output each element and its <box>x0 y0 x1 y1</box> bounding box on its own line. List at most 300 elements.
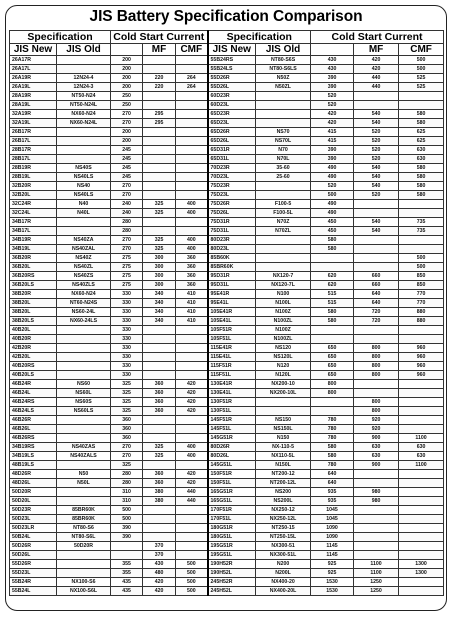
cell-jis-old: NX110-5L <box>256 452 311 461</box>
cell-cmf: 880 <box>399 308 444 317</box>
cell-cmf: 440 <box>176 497 208 506</box>
cell-jis-old: N50Z <box>256 74 311 83</box>
cell-jis-old <box>57 326 111 335</box>
cell-jis-old: F100-5L <box>256 209 311 218</box>
cell-mf: 340 <box>143 299 176 308</box>
cell-mf: 900 <box>354 434 399 443</box>
table-row <box>10 110 444 119</box>
cell-jis-old: F100-5 <box>256 200 311 209</box>
cell-cmf: 630 <box>399 443 444 452</box>
cell-cold-start: 280 <box>111 470 143 479</box>
table-row <box>10 263 444 272</box>
cell-mf: 540 <box>354 110 399 119</box>
cell-cold-start: 780 <box>311 425 354 434</box>
cell-jis-old: NX250-12L <box>256 515 311 524</box>
cell-cold-start: 935 <box>311 497 354 506</box>
cell-cmf: 264 <box>176 74 208 83</box>
cell-jis-new: 32A19L <box>10 119 57 128</box>
cell-jis-old: N100 <box>256 290 311 299</box>
cell-jis-old: NT200-12 <box>256 470 311 479</box>
cell-cmf: 850 <box>399 281 444 290</box>
cell-cmf <box>399 506 444 515</box>
table-row <box>10 452 444 461</box>
cell-jis-old <box>57 569 111 578</box>
cell-cmf: 630 <box>399 146 444 155</box>
cell-jis-old: NS60LS <box>57 407 111 416</box>
cell-jis-new: 32B20R <box>10 182 57 191</box>
cell-jis-old: NS40ZL <box>57 263 111 272</box>
cell-mf: 520 <box>354 155 399 164</box>
table-row <box>10 524 444 533</box>
cell-cold-start <box>311 263 354 272</box>
cell-jis-new: 36B20RS <box>10 272 57 281</box>
cell-mf: 420 <box>143 587 176 596</box>
cell-cold-start: 490 <box>311 164 354 173</box>
cell-jis-new: 80D26R <box>208 443 256 452</box>
spec-group-header-left: Specification <box>10 31 111 44</box>
table-row <box>10 308 444 317</box>
cell-mf: 640 <box>354 299 399 308</box>
cell-jis-old <box>57 137 111 146</box>
cell-jis-new: 28A19R <box>10 92 57 101</box>
cell-jis-new: 46B24L <box>10 389 57 398</box>
cell-jis-new: 80D26L <box>208 452 256 461</box>
col-mf: MF <box>143 44 176 56</box>
cell-jis-old: N50L <box>57 479 111 488</box>
page-title: JIS Battery Specification Comparison <box>89 8 363 25</box>
cell-jis-new: 245H52L <box>208 587 256 596</box>
table-row <box>10 335 444 344</box>
cell-jis-new: 65D26R <box>208 128 256 137</box>
cell-jis-old: NS40ZAL <box>57 245 111 254</box>
cell-jis-new: 165G51L <box>208 497 256 506</box>
cell-mf: 640 <box>354 290 399 299</box>
cell-cmf: 410 <box>176 308 208 317</box>
table-row <box>10 434 444 443</box>
cell-jis-new: 70D23L <box>208 173 256 182</box>
cell-jis-new: 34B19R <box>10 236 57 245</box>
cell-mf <box>354 236 399 245</box>
cell-jis-new: 95D31R <box>208 272 256 281</box>
cell-cmf <box>399 551 444 560</box>
cell-jis-new: 34B19RS <box>10 443 57 452</box>
cell-cmf: 1300 <box>399 569 444 578</box>
cell-jis-old: N70L <box>256 155 311 164</box>
cell-mf: 800 <box>354 398 399 407</box>
cell-jis-new: 80D23R <box>208 236 256 245</box>
cell-cmf: 420 <box>176 479 208 488</box>
cell-cold-start: 925 <box>311 569 354 578</box>
cell-cmf: 580 <box>399 191 444 200</box>
cell-jis-old <box>57 353 111 362</box>
cell-cmf: 880 <box>399 317 444 326</box>
cell-mf: 980 <box>354 488 399 497</box>
cell-cmf <box>399 587 444 596</box>
cell-jis-new: 48D26R <box>10 470 57 479</box>
cell-cold-start: 330 <box>111 290 143 299</box>
cell-cold-start: 390 <box>111 524 143 533</box>
cell-cold-start: 650 <box>311 371 354 380</box>
cell-jis-new: 150F51R <box>208 470 256 479</box>
cell-jis-new: 105F51L <box>208 335 256 344</box>
table-row <box>10 461 444 470</box>
cell-jis-new: 115F51R <box>208 362 256 371</box>
cell-cmf <box>176 506 208 515</box>
cell-cmf: 735 <box>399 218 444 227</box>
cell-cold-start: 490 <box>311 173 354 182</box>
cell-jis-new: 50B24L <box>10 533 57 542</box>
cell-jis-new: 46B26R <box>10 416 57 425</box>
cell-cmf <box>399 533 444 542</box>
cell-jis-old: NS40S <box>57 164 111 173</box>
cell-jis-new: 65D23L <box>208 119 256 128</box>
cell-cmf <box>399 524 444 533</box>
col-cmf: CMF <box>176 44 208 56</box>
table-row <box>10 542 444 551</box>
table-row <box>10 146 444 155</box>
cell-jis-old: 25-60 <box>256 173 311 182</box>
cell-jis-new: 165G51R <box>208 488 256 497</box>
table-row <box>10 290 444 299</box>
cell-cmf <box>176 533 208 542</box>
cell-cold-start: 200 <box>111 83 143 92</box>
table-row <box>10 191 444 200</box>
cell-cold-start: 330 <box>111 362 143 371</box>
cell-cold-start: 390 <box>311 146 354 155</box>
table-row <box>10 254 444 263</box>
cell-cold-start: 275 <box>111 272 143 281</box>
cell-cold-start: 500 <box>111 506 143 515</box>
cell-cmf: 525 <box>399 83 444 92</box>
cell-jis-new: 85B60K <box>208 254 256 263</box>
cell-cmf <box>176 56 208 65</box>
cell-jis-new: 36B20R <box>10 254 57 263</box>
cell-cold-start: 780 <box>311 461 354 470</box>
cell-mf <box>143 137 176 146</box>
cell-mf: 1250 <box>354 578 399 587</box>
cell-cmf <box>176 182 208 191</box>
cell-jis-new: 32C24L <box>10 209 57 218</box>
col-cmf: CMF <box>399 44 444 56</box>
cell-cmf <box>399 92 444 101</box>
cell-cold-start: 500 <box>311 191 354 200</box>
cell-mf: 380 <box>143 488 176 497</box>
cell-mf: 520 <box>354 128 399 137</box>
cell-mf <box>143 92 176 101</box>
cell-cmf <box>399 380 444 389</box>
cell-cmf <box>399 200 444 209</box>
cell-jis-new: 115E41L <box>208 353 256 362</box>
cell-cold-start: 275 <box>111 263 143 272</box>
cell-cold-start: 200 <box>111 137 143 146</box>
cell-cold-start <box>311 335 354 344</box>
cell-mf: 340 <box>143 317 176 326</box>
cell-jis-old: NX-110-5 <box>256 443 311 452</box>
cell-jis-new: 50D23L <box>10 515 57 524</box>
cell-mf <box>143 191 176 200</box>
cell-jis-new: 75D31L <box>208 227 256 236</box>
cell-cold-start: 435 <box>111 578 143 587</box>
table-row <box>10 155 444 164</box>
cell-mf: 325 <box>143 236 176 245</box>
cell-cmf: 400 <box>176 245 208 254</box>
cell-cmf: 625 <box>399 137 444 146</box>
cell-cold-start: 1530 <box>311 578 354 587</box>
cell-mf: 420 <box>354 56 399 65</box>
cell-cmf <box>176 515 208 524</box>
cell-cmf: 500 <box>176 587 208 596</box>
cell-jis-new: 48B19LS <box>10 461 57 470</box>
table-row <box>10 317 444 326</box>
table-row <box>10 506 444 515</box>
cell-jis-new: 75D26L <box>208 209 256 218</box>
cell-mf <box>143 335 176 344</box>
cell-mf: 420 <box>354 65 399 74</box>
cell-cold-start: 200 <box>111 128 143 137</box>
cell-cold-start: 330 <box>111 326 143 335</box>
cell-jis-old: NX400-20L <box>256 587 311 596</box>
cell-mf <box>143 461 176 470</box>
table-row <box>10 128 444 137</box>
cell-cold-start: 330 <box>111 308 143 317</box>
cell-cold-start: 435 <box>111 587 143 596</box>
cell-cmf <box>399 236 444 245</box>
cell-cold-start <box>311 254 354 263</box>
cell-mf: 430 <box>143 560 176 569</box>
cell-jis-new: 26B17L <box>10 137 57 146</box>
cell-jis-old <box>57 227 111 236</box>
cell-mf <box>143 416 176 425</box>
cell-jis-new: 145G51L <box>208 461 256 470</box>
cell-cold-start: 270 <box>111 191 143 200</box>
cell-jis-new: 65D26L <box>208 137 256 146</box>
cell-jis-new: 26A17R <box>10 56 57 65</box>
cell-jis-new: 46B26L <box>10 425 57 434</box>
cell-jis-old: N200L <box>256 569 311 578</box>
cell-cold-start: 310 <box>111 497 143 506</box>
cell-mf <box>354 200 399 209</box>
cell-cmf: 580 <box>399 164 444 173</box>
cell-jis-new: 50D26R <box>10 542 57 551</box>
cell-jis-new: 36B20L <box>10 263 57 272</box>
cell-mf <box>354 470 399 479</box>
cell-cmf <box>176 128 208 137</box>
cell-cmf <box>399 470 444 479</box>
cell-cmf <box>399 479 444 488</box>
cell-jis-new: 50D26L <box>10 551 57 560</box>
cell-jis-old: NT80-S6L <box>57 533 111 542</box>
cell-jis-new: 38B20R <box>10 290 57 299</box>
cell-mf <box>354 506 399 515</box>
cell-cold-start: 490 <box>311 209 354 218</box>
cell-jis-old: N100L <box>256 299 311 308</box>
cell-jis-new: 40B20L <box>10 326 57 335</box>
cell-jis-new: 28A19L <box>10 101 57 110</box>
cell-cmf <box>176 371 208 380</box>
cell-cold-start: 250 <box>111 101 143 110</box>
cell-jis-new: 46B24R <box>10 380 57 389</box>
cell-cold-start: 280 <box>111 227 143 236</box>
cell-mf: 360 <box>143 407 176 416</box>
cell-cold-start: 580 <box>311 308 354 317</box>
cell-jis-old <box>256 191 311 200</box>
cell-jis-new: 42B20L <box>10 353 57 362</box>
cell-jis-old <box>57 488 111 497</box>
table-row <box>10 137 444 146</box>
cell-cmf <box>176 344 208 353</box>
cell-cold-start: 200 <box>111 65 143 74</box>
cell-mf: 380 <box>143 497 176 506</box>
cell-cold-start <box>311 407 354 416</box>
cell-jis-old: NX120-7 <box>256 272 311 281</box>
cell-jis-new: 34B19LS <box>10 452 57 461</box>
cell-mf: 325 <box>143 245 176 254</box>
cell-mf: 800 <box>354 344 399 353</box>
table-row <box>10 164 444 173</box>
cell-jis-old: 85BR60K <box>57 515 111 524</box>
cell-jis-old: NT80-S6 <box>57 524 111 533</box>
cell-cmf <box>176 524 208 533</box>
cell-jis-old <box>57 155 111 164</box>
cell-cmf: 1100 <box>399 434 444 443</box>
cell-mf <box>143 326 176 335</box>
cell-cold-start: 310 <box>111 488 143 497</box>
cell-jis-new: 130F51R <box>208 398 256 407</box>
cell-mf <box>354 254 399 263</box>
cell-jis-new: 130E41L <box>208 389 256 398</box>
cell-mf: 360 <box>143 398 176 407</box>
cell-cold-start: 520 <box>311 101 354 110</box>
cell-mf <box>354 380 399 389</box>
cell-cmf <box>399 407 444 416</box>
cell-cmf <box>399 209 444 218</box>
cell-jis-new: 40B20R <box>10 335 57 344</box>
cell-mf: 920 <box>354 425 399 434</box>
cell-cold-start <box>111 542 143 551</box>
cell-cold-start: 620 <box>311 281 354 290</box>
cell-cold-start: 360 <box>111 434 143 443</box>
cell-jis-new: 130E41R <box>208 380 256 389</box>
cell-cold-start <box>311 326 354 335</box>
cell-cold-start <box>311 398 354 407</box>
cell-jis-old <box>57 461 111 470</box>
cell-jis-old: 12N24-4 <box>57 74 111 83</box>
cell-mf: 800 <box>354 353 399 362</box>
cell-cold-start: 420 <box>311 110 354 119</box>
cell-jis-old <box>256 92 311 101</box>
table-row <box>10 218 444 227</box>
cell-cmf: 735 <box>399 227 444 236</box>
cell-jis-old: NT50-N24L <box>57 101 111 110</box>
cell-mf: 630 <box>354 452 399 461</box>
cell-cmf <box>176 164 208 173</box>
table-row <box>10 281 444 290</box>
cell-jis-old: NS60S <box>57 398 111 407</box>
cell-cold-start: 580 <box>311 443 354 452</box>
table-row <box>10 119 444 128</box>
cell-cmf: 1100 <box>399 461 444 470</box>
cell-cold-start: 325 <box>111 398 143 407</box>
table-row <box>10 569 444 578</box>
cell-jis-old <box>57 335 111 344</box>
cell-jis-old: 35-60 <box>256 164 311 173</box>
cell-mf: 325 <box>143 209 176 218</box>
cell-jis-old <box>57 344 111 353</box>
cell-mf: 660 <box>354 272 399 281</box>
cell-cold-start: 270 <box>111 110 143 119</box>
cell-cmf <box>399 497 444 506</box>
cell-jis-new: 170F51L <box>208 515 256 524</box>
cell-jis-new: 65D23R <box>208 110 256 119</box>
table-row <box>10 371 444 380</box>
cell-cmf <box>176 434 208 443</box>
cell-jis-new: 55B24R <box>10 578 57 587</box>
table-row <box>10 272 444 281</box>
cell-cmf <box>176 155 208 164</box>
cell-jis-new: 36B20LS <box>10 281 57 290</box>
cell-mf: 1100 <box>354 569 399 578</box>
table-row <box>10 344 444 353</box>
cell-cmf: 580 <box>399 173 444 182</box>
table-row <box>10 353 444 362</box>
cell-cold-start: 250 <box>111 92 143 101</box>
cell-mf <box>143 515 176 524</box>
cell-jis-new: 46B24LS <box>10 407 57 416</box>
cell-cmf <box>399 101 444 110</box>
col-jis-old: JIS Old <box>256 44 311 56</box>
cell-jis-new: 60D23L <box>208 101 256 110</box>
cell-cmf: 264 <box>176 83 208 92</box>
cell-cmf: 960 <box>399 344 444 353</box>
cell-cold-start: 390 <box>311 83 354 92</box>
cell-jis-old: NS200L <box>256 497 311 506</box>
cell-cmf <box>399 578 444 587</box>
cell-jis-old: NX120-7L <box>256 281 311 290</box>
cell-cold-start: 355 <box>111 560 143 569</box>
cell-jis-old: N100ZL <box>256 317 311 326</box>
cell-jis-old: N120 <box>256 362 311 371</box>
cell-cmf <box>176 461 208 470</box>
col-blank <box>111 44 143 56</box>
cell-jis-old <box>57 128 111 137</box>
cell-cmf: 400 <box>176 209 208 218</box>
cell-jis-old: NS70 <box>256 128 311 137</box>
cell-jis-old: NX100-S6L <box>57 587 111 596</box>
cell-mf <box>143 434 176 443</box>
cell-mf <box>143 506 176 515</box>
cell-jis-new: 28B17R <box>10 146 57 155</box>
cell-jis-old: N70Z <box>256 218 311 227</box>
cell-jis-new: 70D23R <box>208 164 256 173</box>
cell-jis-new: 38B20L <box>10 299 57 308</box>
table-row <box>10 245 444 254</box>
cell-jis-old: NS150 <box>256 416 311 425</box>
cell-mf <box>143 425 176 434</box>
cell-mf <box>143 56 176 65</box>
cell-cmf: 400 <box>176 200 208 209</box>
cell-cold-start: 580 <box>311 317 354 326</box>
cell-jis-old <box>57 560 111 569</box>
cell-jis-new: 65D31R <box>208 146 256 155</box>
cell-cold-start: 240 <box>111 200 143 209</box>
cell-jis-new: 95E41L <box>208 299 256 308</box>
cell-cold-start: 490 <box>311 200 354 209</box>
cell-cmf: 580 <box>399 119 444 128</box>
cell-mf <box>354 551 399 560</box>
cell-jis-new: 60D23R <box>208 92 256 101</box>
cell-jis-new: 190H52L <box>208 569 256 578</box>
cell-cold-start: 275 <box>111 281 143 290</box>
